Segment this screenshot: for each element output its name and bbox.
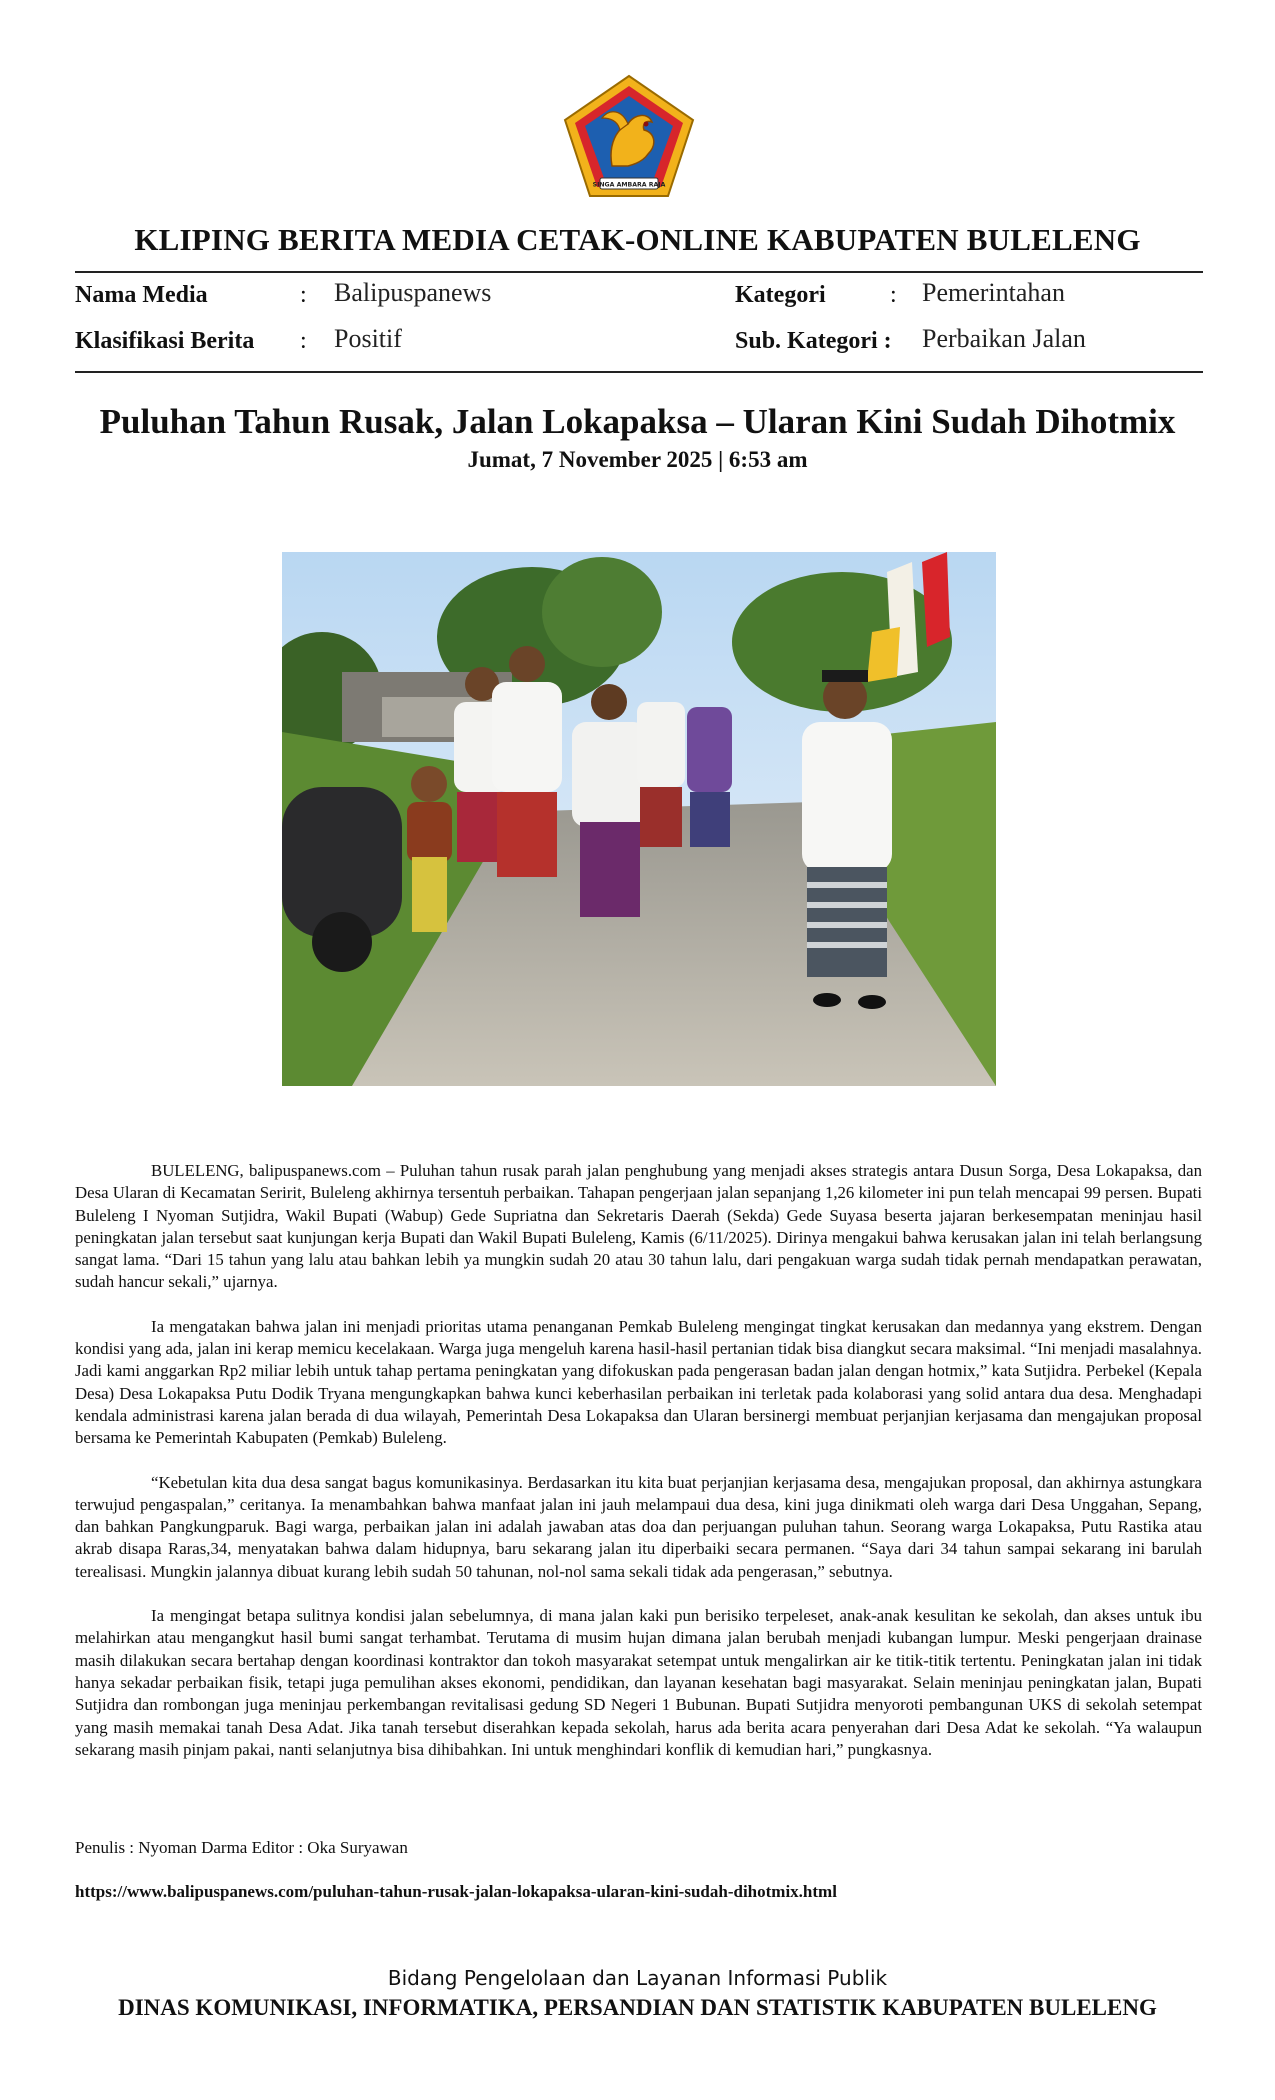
- media-value: Balipuspanews: [334, 278, 492, 307]
- article-headline: Puluhan Tahun Rusak, Jalan Lokapaksa – Ularan Kini Sudah Dihotmix: [99, 402, 1176, 441]
- article-photo: [282, 552, 996, 1086]
- bottom-rule: [75, 371, 1203, 373]
- klasifikasi-label: Klasifikasi Berita: [75, 328, 255, 354]
- buleleng-logo: [562, 74, 696, 198]
- article-paragraph: “Kebetulan kita dua desa sangat bagus komunikasinya. Berdasarkan itu kita buat perjanjian kerjasama desa, mengajukan proposal, dan akhirnya astungkara terwujud pengaspalan,” ceritanya. Ia menambahkan bahwa manfaat jalan ini jauh melampaui dua desa, kini juga dinikmati oleh warga dari Desa Unggahan, Sepang, dan bahkan Pangkungparuk. Bagi warga, perbaikan jalan ini adalah jawaban atas doa dan perjuangan puluhan tahun. Seorang warga Lokapaksa, Putu Rastika atau akrab disapa Raras,34, menyatakan bahwa dalam hidupnya, baru sekarang jalan itu diperbaiki secara permanen. “Saya dari 34 tahun sampai sekarang ini barulah terealisasi. Mungkin jalannya dibuat kurang lebih sudah 50 tahunan, nol-nol sama sekali tidak ada pengerasan,” sebutnya.: [75, 1472, 1202, 1581]
- top-rule: [75, 271, 1203, 273]
- kategori-label: Kategori: [735, 282, 826, 308]
- article-paragraph: Ia mengatakan bahwa jalan ini menjadi prioritas utama penanganan Pemkab Buleleng mengingat tingkat kerusakan dan medannya yang ekstrem. Dengan kondisi yang ada, jalan ini kerap memicu kecelakaan. Warga juga mengeluh karena hasil-hasil pertanian tidak bisa diangkut secara maksimal. “Ini menjadi masalahnya. Jadi kami anggarkan Rp2 miliar lebih untuk tahap pertama peningkatan yang difokuskan pada pengerasan badan jalan dengan hotmix,” kata Sutjidra. Perbekel (Kepala Desa) Desa Lokapaksa Putu Dodik Tryana mengungkapkan bahwa kunci keberhasilan perbaikan ini terletak pada kolaborasi yang solid antara dua desa. Menghadapi kendala administrasi karena jalan berada di dua wilayah, Pemerintah Desa Lokapaksa dan Ularan bersinergi membuat perjanjian kerjasama dan mengajukan proposal bersama ke Pemerintah Kabupaten (Pemkab) Buleleng.: [75, 1316, 1202, 1448]
- subkategori-label: Sub. Kategori :: [735, 328, 892, 354]
- article-paragraph: Ia mengingat betapa sulitnya kondisi jalan sebelumnya, di mana jalan kaki pun berisiko terpeleset, anak-anak kesulitan ke sekolah, dan akses untuk ibu melahirkan atau mengangkut hasil bumi sangat terhambat. Terutama di musim hujan dimana jalan berubah menjadi kubangan lumpur. Meski pengerjaan drainase masih dilakukan secara bertahap dengan koordinasi kontraktor dan tokoh masyarakat setempat untuk mengalirkan air ke titik-titik tertentu. Peningkatan jalan ini tidak hanya sekadar perbaikan fisik, tetapi juga pemulihan akses ekonomi, pendidikan, dan layanan kesehatan bagi masyarakat. Selain meninjau peningkatan jalan, Bupati Sutjidra dan rombongan juga meninjau perkembangan revitalisasi gedung SD Negeri 1 Bubunan. Bupati Sutjidra menyoroti pembangunan UKS di sekolah setempat yang masih memakai tanah Desa Adat. Jika tanah tersebut diserahkan kepada sekolah, harus ada berita acara penyerahan dari Desa Adat ke sekolah. “Ya walaupun sekarang masih pinjam pakai, nanti selanjutnya bisa dihibahkan. Ini untuk menghindari konflik di kemudian hari,” pungkasnya.: [75, 1606, 1202, 1759]
- kategori-value: Pemerintahan: [922, 278, 1065, 307]
- kategori-colon: :: [890, 282, 897, 308]
- article-dateline: Jumat, 7 November 2025 | 6:53 am: [467, 447, 808, 472]
- klasifikasi-value: Positif: [334, 324, 402, 353]
- clipping-title: KLIPING BERITA MEDIA CETAK-ONLINE KABUPATEN BULELENG: [134, 222, 1141, 257]
- svg-text:SINGA AMBARA RAJA: SINGA AMBARA RAJA: [592, 181, 666, 189]
- article-paragraph: BULELENG, balipuspanews.com – Puluhan tahun rusak parah jalan penghubung yang menjadi akses strategis antara Dusun Sorga, Desa Lokapaksa, dan Desa Ularan di Kecamatan Seririt, Buleleng akhirnya tersentuh perbaikan. Tahapan pengerjaan jalan sepanjang 1,26 kilometer ini pun telah mencapai 99 persen. Bupati Buleleng I Nyoman Sutjidra, Wakil Bupati (Wabup) Gede Supriatna dan Sekretaris Daerah (Sekda) Gede Suyasa beserta jajaran berkesempatan meninjau hasil peningkatan jalan tersebut saat kunjungan kerja Bupati dan Wakil Bupati Buleleng, Kamis (6/11/2025). Dirinya mengakui bahwa kerusakan jalan ini telah berlangsung sangat lama. “Dari 15 tahun yang lalu atau bahkan lebih ya mungkin sudah 20 atau 30 tahun lalu, dari pengakuan warga sudah tidak pernah mendapatkan perawatan, sudah hancur sekali,” ujarnya.: [75, 1161, 1202, 1292]
- footer-agency: DINAS KOMUNIKASI, INFORMATIKA, PERSANDIAN DAN STATISTIK KABUPATEN BULELENG: [118, 1995, 1157, 2020]
- media-colon: :: [300, 282, 307, 308]
- media-label: Nama Media: [75, 282, 208, 308]
- article-body: [75, 1160, 1202, 1783]
- klasifikasi-colon: :: [300, 328, 307, 354]
- subkategori-value: Perbaikan Jalan: [922, 324, 1086, 353]
- footer-division: Bidang Pengelolaan dan Layanan Informasi Publik: [387, 1966, 888, 1990]
- source-url[interactable]: https://www.balipuspanews.com/puluhan-tahun-rusak-jalan-lokapaksa-ularan-kini-sudah-dihotmix.html: [75, 1882, 837, 1901]
- author-credit: Penulis : Nyoman Darma Editor : Oka Suryawan: [75, 1838, 408, 1857]
